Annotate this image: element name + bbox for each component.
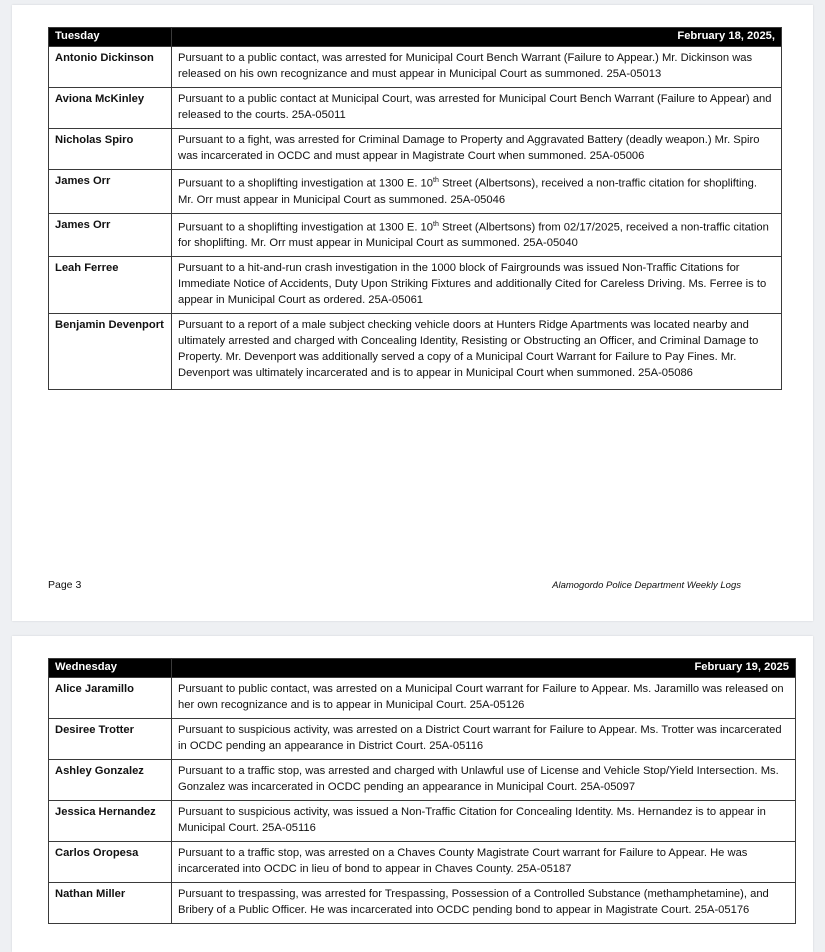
table-row: [49, 719, 796, 760]
incident-description: Pursuant to a traffic stop, was arrested on a Chaves County Magistrate Court warrant for Failure to Appear. He was incarcerated into OCDC in lieu of bond to appear in Chaves County. 25A-05187: [172, 842, 796, 883]
arrestee-name: Nicholas Spiro: [49, 129, 172, 170]
arrestee-name: Desiree Trotter: [49, 719, 172, 760]
incident-description: Pursuant to a report of a male subject checking vehicle doors at Hunters Ridge Apartments was located nearby and ultimately arrested and charged with Concealing Identity, Resisting or Obstructing an Officer, and Criminal Damage to Property. Mr. Devenport was additionally served a copy of a Municipal Court Warrant for Failure to Pay Fines. Mr. Devenport was ultimately incarcerated and is to appear in Municipal Court when summoned. 25A-05086: [172, 314, 782, 390]
day-heading: Wednesday: [49, 659, 172, 678]
table-header-row: [49, 659, 796, 678]
day-heading: Tuesday: [49, 28, 172, 47]
tuesday-log-table: [48, 27, 782, 390]
description-text: Pursuant to a shoplifting investigation at 1300 E. 10: [178, 177, 433, 190]
description-text: Pursuant to a shoplifting investigation at 1300 E. 10: [178, 221, 433, 234]
table-row: [49, 170, 782, 214]
incident-description: Pursuant to a hit-and-run crash investigation in the 1000 block of Fairgrounds was issued Non-Traffic Citations for Immediate Notice of Accidents, Duty Upon Striking Fixtures and additionally Cited for Careless Driving. Ms. Ferree is to appear in Municipal Court as ordered. 25A-05061: [172, 257, 782, 314]
incident-description: [172, 213, 782, 257]
arrestee-name: Nathan Miller: [49, 883, 172, 924]
table-row: [49, 129, 782, 170]
arrestee-name: Ashley Gonzalez: [49, 760, 172, 801]
ordinal-suffix: th: [433, 220, 439, 228]
document-page-4: [12, 636, 813, 952]
incident-description: Pursuant to a traffic stop, was arrested and charged with Unlawful use of License and Vehicle Stop/Yield Intersection. Ms. Gonzalez was incarcerated in OCDC pending an appearance in Municipal Court. 25A-05097: [172, 760, 796, 801]
incident-description: Pursuant to public contact, was arrested on a Municipal Court warrant for Failure to Appear. Ms. Jaramillo was released on her own recognizance and is to appear in Municipal Court. 25A-05126: [172, 678, 796, 719]
description-text: Street (Albertsons) from 02/17/2025, received a non-traffic citation for shoplifting. Mr. Orr must appear in Municipal Court as summoned. 25A-05040: [178, 221, 769, 250]
table-row: [49, 88, 782, 129]
table-row: [49, 842, 796, 883]
incident-description: Pursuant to a public contact at Municipal Court, was arrested for Municipal Court Bench Warrant (Failure to Appear) and released to the courts. 25A-05011: [172, 88, 782, 129]
table-row: [49, 213, 782, 257]
footer-title: Alamogordo Police Department Weekly Logs: [552, 580, 741, 591]
table-row: [49, 257, 782, 314]
table-row: [49, 760, 796, 801]
incident-description: Pursuant to trespassing, was arrested for Trespassing, Possession of a Controlled Substance (methamphetamine), and Bribery of a Public Officer. He was incarcerated into OCDC pending bond to appear in Magistrate Court. 25A-05176: [172, 883, 796, 924]
arrestee-name: James Orr: [49, 213, 172, 257]
incident-description: Pursuant to suspicious activity, was arrested on a District Court warrant for Failure to Appear. Ms. Trotter was incarcerated in OCDC pending an appearance in District Court. 25A-05116: [172, 719, 796, 760]
arrestee-name: Leah Ferree: [49, 257, 172, 314]
arrestee-name: Alice Jaramillo: [49, 678, 172, 719]
arrestee-name: Benjamin Devenport: [49, 314, 172, 390]
table-row: [49, 801, 796, 842]
ordinal-suffix: th: [433, 177, 439, 184]
arrestee-name: Antonio Dickinson: [49, 47, 172, 88]
incident-description: [172, 170, 782, 214]
incident-description: Pursuant to suspicious activity, was issued a Non-Traffic Citation for Concealing Identity. Ms. Hernandez is to appear in Municipal Court. 25A-05116: [172, 801, 796, 842]
wednesday-log-table: [48, 658, 796, 924]
table-header-row: [49, 28, 782, 47]
table-row: [49, 314, 782, 390]
arrestee-name: Carlos Oropesa: [49, 842, 172, 883]
date-heading: February 19, 2025: [172, 659, 796, 678]
arrestee-name: Jessica Hernandez: [49, 801, 172, 842]
table-row: [49, 678, 796, 719]
date-heading: February 18, 2025,: [172, 28, 782, 47]
document-page-3: [12, 5, 813, 621]
description-text: Street (Albertsons), received a non-traffic citation for shoplifting. Mr. Orr must appear in Municipal Court as summoned. 25A-05046: [178, 177, 758, 206]
table-row: [49, 47, 782, 88]
arrestee-name: Aviona McKinley: [49, 88, 172, 129]
incident-description: Pursuant to a public contact, was arrested for Municipal Court Bench Warrant (Failure to Appear.) Mr. Dickinson was released on his own recognizance and must appear in Municipal Court as summoned. 25A-05013: [172, 47, 782, 88]
table-row: [49, 883, 796, 924]
incident-description: Pursuant to a fight, was arrested for Criminal Damage to Property and Aggravated Battery (deadly weapon.) Mr. Spiro was incarcerated in OCDC and must appear in Magistrate Court when summoned. 25A-05006: [172, 129, 782, 170]
page-number: Page 3: [48, 579, 82, 591]
arrestee-name: James Orr: [49, 170, 172, 214]
